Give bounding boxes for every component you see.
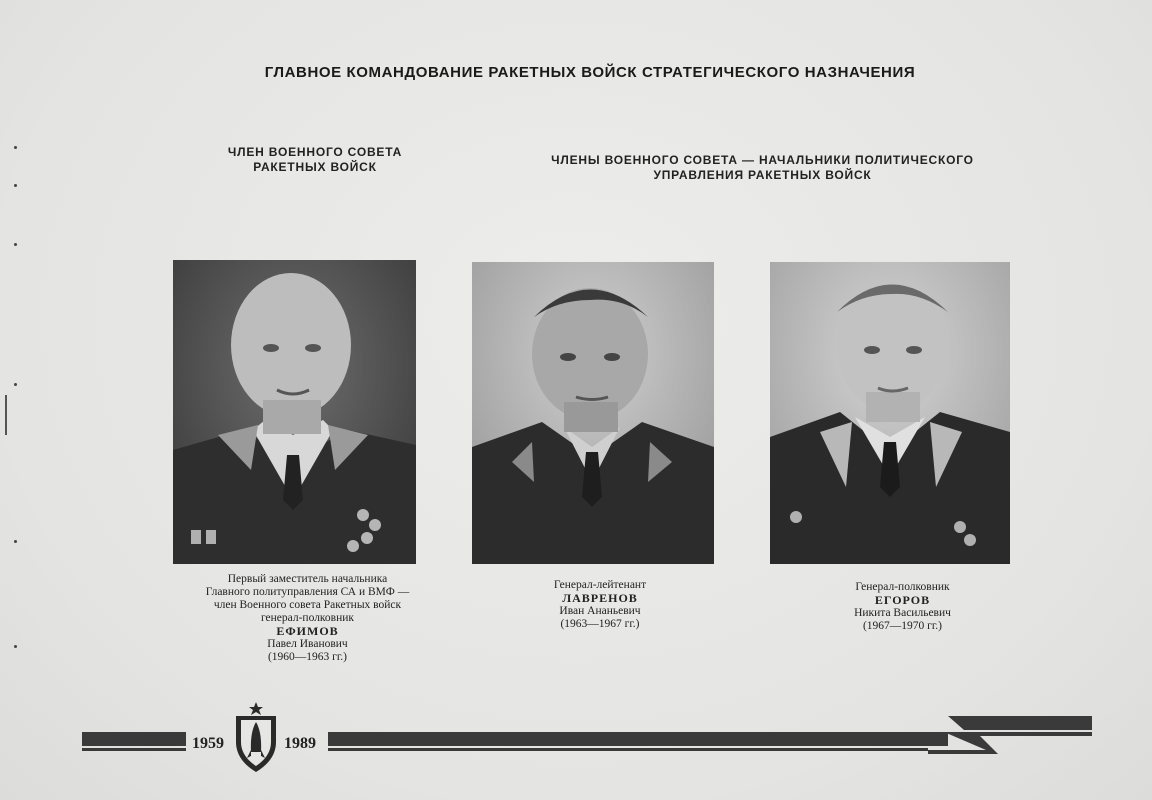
portrait-photo-efimov [173,260,416,564]
binding-mark [14,146,17,149]
portrait-photo-lavrenov [472,262,714,564]
caption-rank: генерал-полковник [260,612,355,624]
binding-line [5,395,7,435]
caption-given-names: Никита Васильевич [854,607,951,619]
caption-years: (1960—1963 гг.) [267,651,348,663]
caption-given-names: Иван Ананьевич [559,605,641,617]
footer-year-end: 1989 [284,735,316,752]
binding-mark [14,184,17,187]
caption-efimov [170,573,445,664]
binding-mark [14,540,17,543]
caption-position-line: Главного политуправления СА и ВМФ — [205,586,410,598]
caption-surname: ЕГОРОВ [874,593,931,607]
binding-mark [14,645,17,648]
caption-rank: Генерал-полковник [855,581,950,593]
page-title: ГЛАВНОЕ КОМАНДОВАНИЕ РАКЕТНЫХ ВОЙСК СТРАТЕГИЧЕСКОГО НАЗНАЧЕНИЯ [264,64,916,81]
portrait-photo-egorov [770,262,1010,564]
caption-lavrenov [500,579,700,631]
caption-given-names: Павел Иванович [267,638,348,650]
caption-position-line: член Военного совета Ракетных войск [213,599,402,611]
caption-position-line: Первый заместитель начальника [227,573,388,585]
section-heading-council-member: ЧЛЕН ВОЕННОГО СОВЕТА РАКЕТНЫХ ВОЙСК [227,145,403,174]
caption-surname: ЛАВРЕНОВ [562,591,638,605]
rocket-shield-emblem-icon [232,702,280,774]
caption-years: (1963—1967 гг.) [560,618,640,630]
caption-years: (1967—1970 гг.) [862,620,943,632]
footer-year-start: 1959 [192,735,224,752]
binding-mark [14,243,17,246]
caption-rank: Генерал-лейтенант [553,579,647,591]
binding-mark [14,383,17,386]
caption-egorov [800,581,1005,633]
caption-surname: ЕФИМОВ [276,624,339,638]
section-heading-political-chiefs: ЧЛЕНЫ ВОЕННОГО СОВЕТА — НАЧАЛЬНИКИ ПОЛИТИЧЕСКОГО УПРАВЛЕНИЯ РАКЕТНЫХ ВОЙСК [551,153,974,182]
